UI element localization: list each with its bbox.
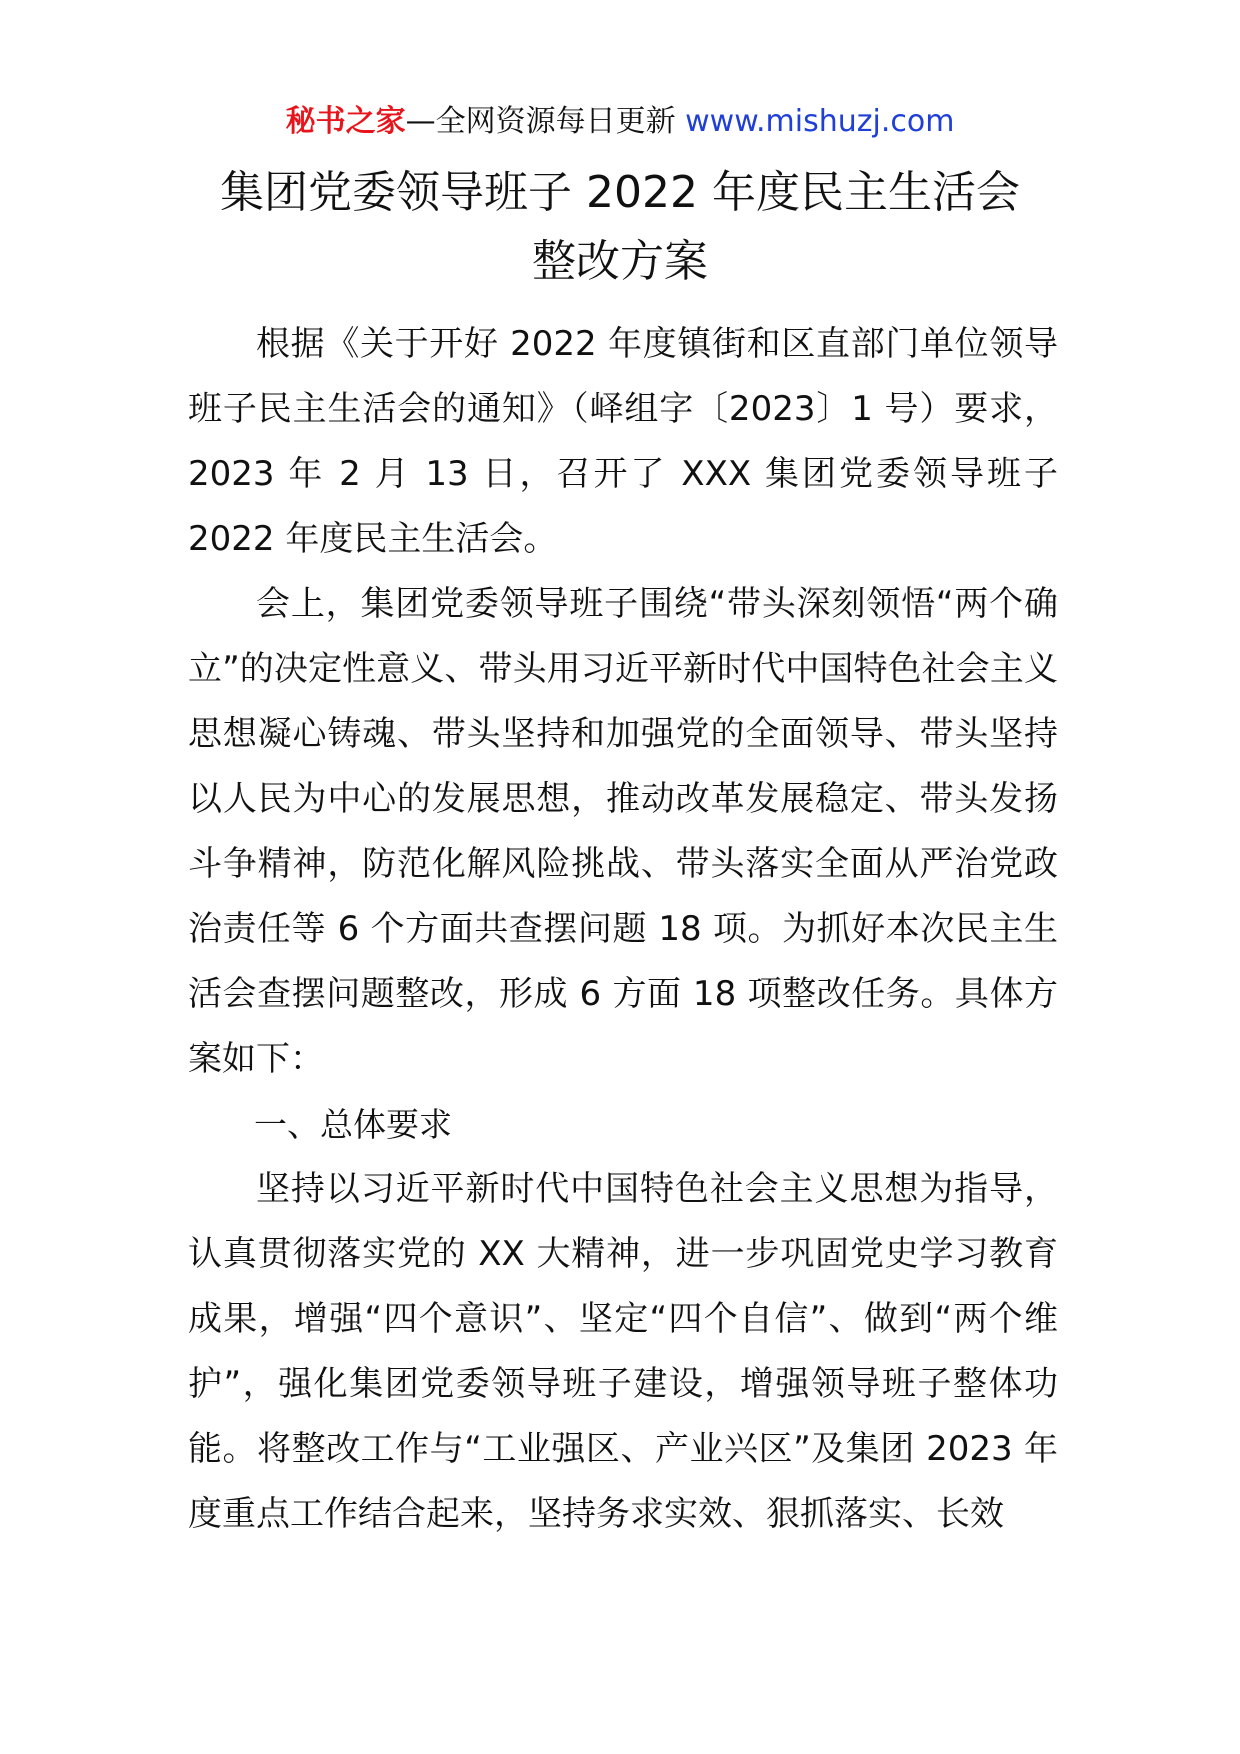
section-heading-general-requirements: 一、总体要求 [254,1105,452,1144]
paragraph-meeting: 会上，集团党委领导班子围绕“带头深刻领悟“两个确立”的决定性意义、带头用习近平新时代中国特色社会主义思想凝心铸魂、带头坚持和加强党的全面领导、带头坚持以人民为中心的发展思想，推动改革发展稳定、带头发扬斗争精神，防范化解风险挑战、带头落实全面从严治党政治责任等 6 个方面共查摆问题 18 项。为抓好本次民主生活会查摆问题整改，形成 6 方面 18 项整改任务。具体方案如下： [188,584,1058,1079]
paragraph-basis: 根据《关于开好 2022 年度镇街和区直部门单位领导班子民主生活会的通知》（峄组字〔2023〕1 号）要求，2023 年 2 月 13 日，召开了 XXX 集团党委领导班子 2022 年度民主生活会。 [188,324,1058,559]
paragraph-requirements: 坚持以习近平新时代中国特色社会主义思想为指导，认真贯彻落实党的 XX 大精神，进一步巩固党史学习教育成果，增强“四个意识”、坚定“四个自信”、做到“两个维护”，强化集团党委领导班子建设，增强领导班子整体功能。将整改工作与“工业强区、产业兴区”及集团 2023 年度重点工作结合起来，坚持务求实效、狠抓落实、长效 [188,1169,1058,1534]
document-title-line-2: 整改方案 [532,236,708,287]
site-header [0,100,1240,144]
document-body [188,312,1058,1547]
site-url-link[interactable]: www.mishuzj.com [685,104,955,139]
document-title-line-1: 集团党委领导班子 2022 年度民主生活会 [220,167,1020,218]
header-slogan: —全网资源每日更新 [405,104,676,139]
brand-name: 秘书之家 [285,104,406,139]
